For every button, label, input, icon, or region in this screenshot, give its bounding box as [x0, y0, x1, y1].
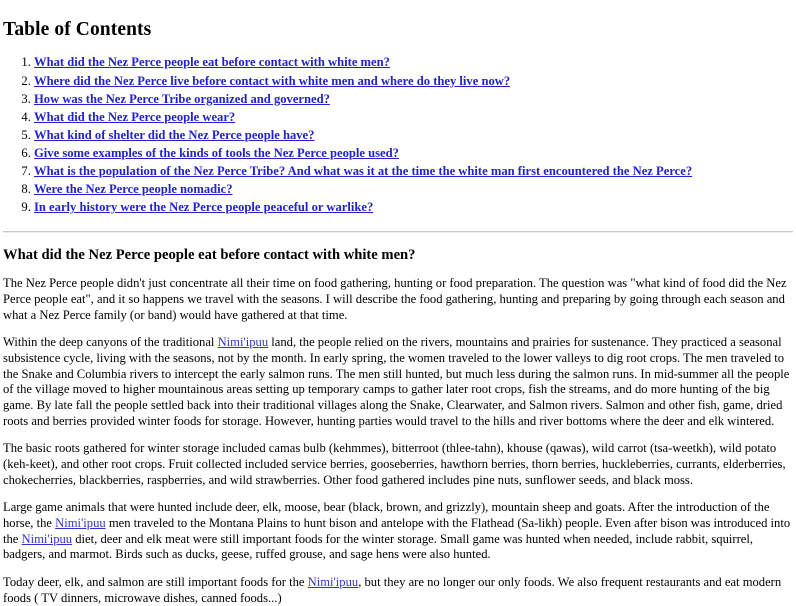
paragraph-roots-and-berries: The basic roots gathered for winter storage included camas bulb (kehmmes), bitterroot (thlee-tahn), khouse (qawas), wild carrot (tsa-weetkh), wild potato (keh-keet), and other root crops. Fruit collected included service berries, gooseberries, hawthorn berries, thorn berries, huckleberries, currants, elderberries, chokecherries, blackberries, raspberries, and wild strawberries. Other food gathered includes pine nuts, sunflower seeds, and black moss.	[3, 441, 786, 487]
nimiipuu-link[interactable]: Nimi'ipuu	[307, 574, 359, 589]
toc-link-5[interactable]: What kind of shelter did the Nez Perce people have?	[34, 127, 315, 142]
paragraph-seasonal-cycle	[3, 323, 793, 429]
list-item	[34, 73, 793, 89]
paragraph-text-fragment: men traveled to the Montana Plains to hunt bison and antelope with the Flathead (Sa-likh) people. Even after bison was introduced into the	[3, 515, 791, 546]
nimiipuu-link[interactable]: Nimi'ipuu	[217, 335, 269, 350]
paragraph-text-fragment: , but they are no longer our only foods. We also frequent restaurants and eat modern foods ( TV dinners, microwave dishes, canned foods...)	[3, 574, 782, 605]
list-item	[34, 127, 793, 143]
list-item	[34, 181, 793, 197]
list-item	[34, 54, 793, 70]
toc-link-1[interactable]: What did the Nez Perce people eat before contact with white men?	[34, 55, 390, 70]
nimiipuu-link[interactable]: Nimi'ipuu	[55, 515, 106, 530]
nimiipuu-link[interactable]: Nimi'ipuu	[21, 531, 73, 546]
paragraph-text-fragment: land, the people relied on the rivers, mountains and prairies for sustenance. They practiced a seasonal subsistence cycle, living with the seasons, not by the month. In early spring, the women traveled to the lower valleys to dig root crops. The men traveled to the Snake and Columbia rivers to intercept the early salmon runs. The men still hunted, but much less during the salmon runs. In mid-summer all the people of the village moved to higher mountainous areas setting up temporary camps to gather later root crops, fish the streams, and do more hunting of the big game. By late fall the people settled back into their traditional villages along the Snake, Clearwater, and Salmon rivers. Salmon and other fish, game, dried roots and berries provided winter foods for storage. However, hunting parties would travel to the hills and river bottoms where the deer and elk wintered.	[3, 335, 790, 428]
table-of-contents-list	[3, 54, 793, 215]
paragraph-text-fragment: Large game animals that were hunted include deer, elk, moose, bear (black, brown, and grizzly), mountain sheep and goats. After the introduction of the horse, the	[3, 500, 770, 530]
page-title: Table of Contents	[3, 19, 152, 40]
toc-link-4[interactable]: What did the Nez Perce people wear?	[34, 109, 236, 124]
paragraph-large-game	[3, 488, 793, 563]
paragraph-text-fragment: diet, deer and elk meat were still important foods for the winter storage. Small game was hunted when needed, include rabbit, squirrel, badgers, and marmot. Birds such as ducks, geese, ruffed grouse, and sage hens were also hunted.	[3, 531, 754, 562]
list-item	[34, 109, 793, 125]
paragraph-text-fragment: Today deer, elk, and salmon are still important foods for the	[3, 574, 308, 589]
paragraph-food-intro: The Nez Perce people didn't just concentrate all their time on food gathering, hunting or food preparation. The question was "what kind of food did the Nez Perce people eat", and it so happens we travel with the seasons. I will describe the food gathering, hunting and preparing by going through each season and what a Nez Perce family (or band) would have gathered at that time.	[3, 276, 787, 322]
section-heading: What did the Nez Perce people eat before contact with white men?	[3, 247, 416, 264]
list-item	[34, 199, 793, 215]
paragraph-text-fragment: Within the deep canyons of the traditional	[3, 335, 218, 350]
toc-link-8[interactable]: Were the Nez Perce people nomadic?	[34, 182, 233, 197]
toc-link-9[interactable]: In early history were the Nez Perce people peaceful or warlike?	[34, 200, 374, 215]
toc-link-6[interactable]: Give some examples of the kinds of tools the Nez Perce people used?	[34, 145, 399, 160]
toc-link-7[interactable]: What is the population of the Nez Perce Tribe? And what was it at the time the white man first encountered the Nez Perce?	[34, 164, 693, 179]
list-item	[34, 145, 793, 161]
list-item	[34, 163, 793, 179]
toc-link-3[interactable]: How was the Nez Perce Tribe organized and governed?	[34, 91, 330, 106]
toc-link-2[interactable]: Where did the Nez Perce live before contact with white men and where do they live now?	[34, 73, 511, 88]
list-item	[34, 91, 793, 107]
